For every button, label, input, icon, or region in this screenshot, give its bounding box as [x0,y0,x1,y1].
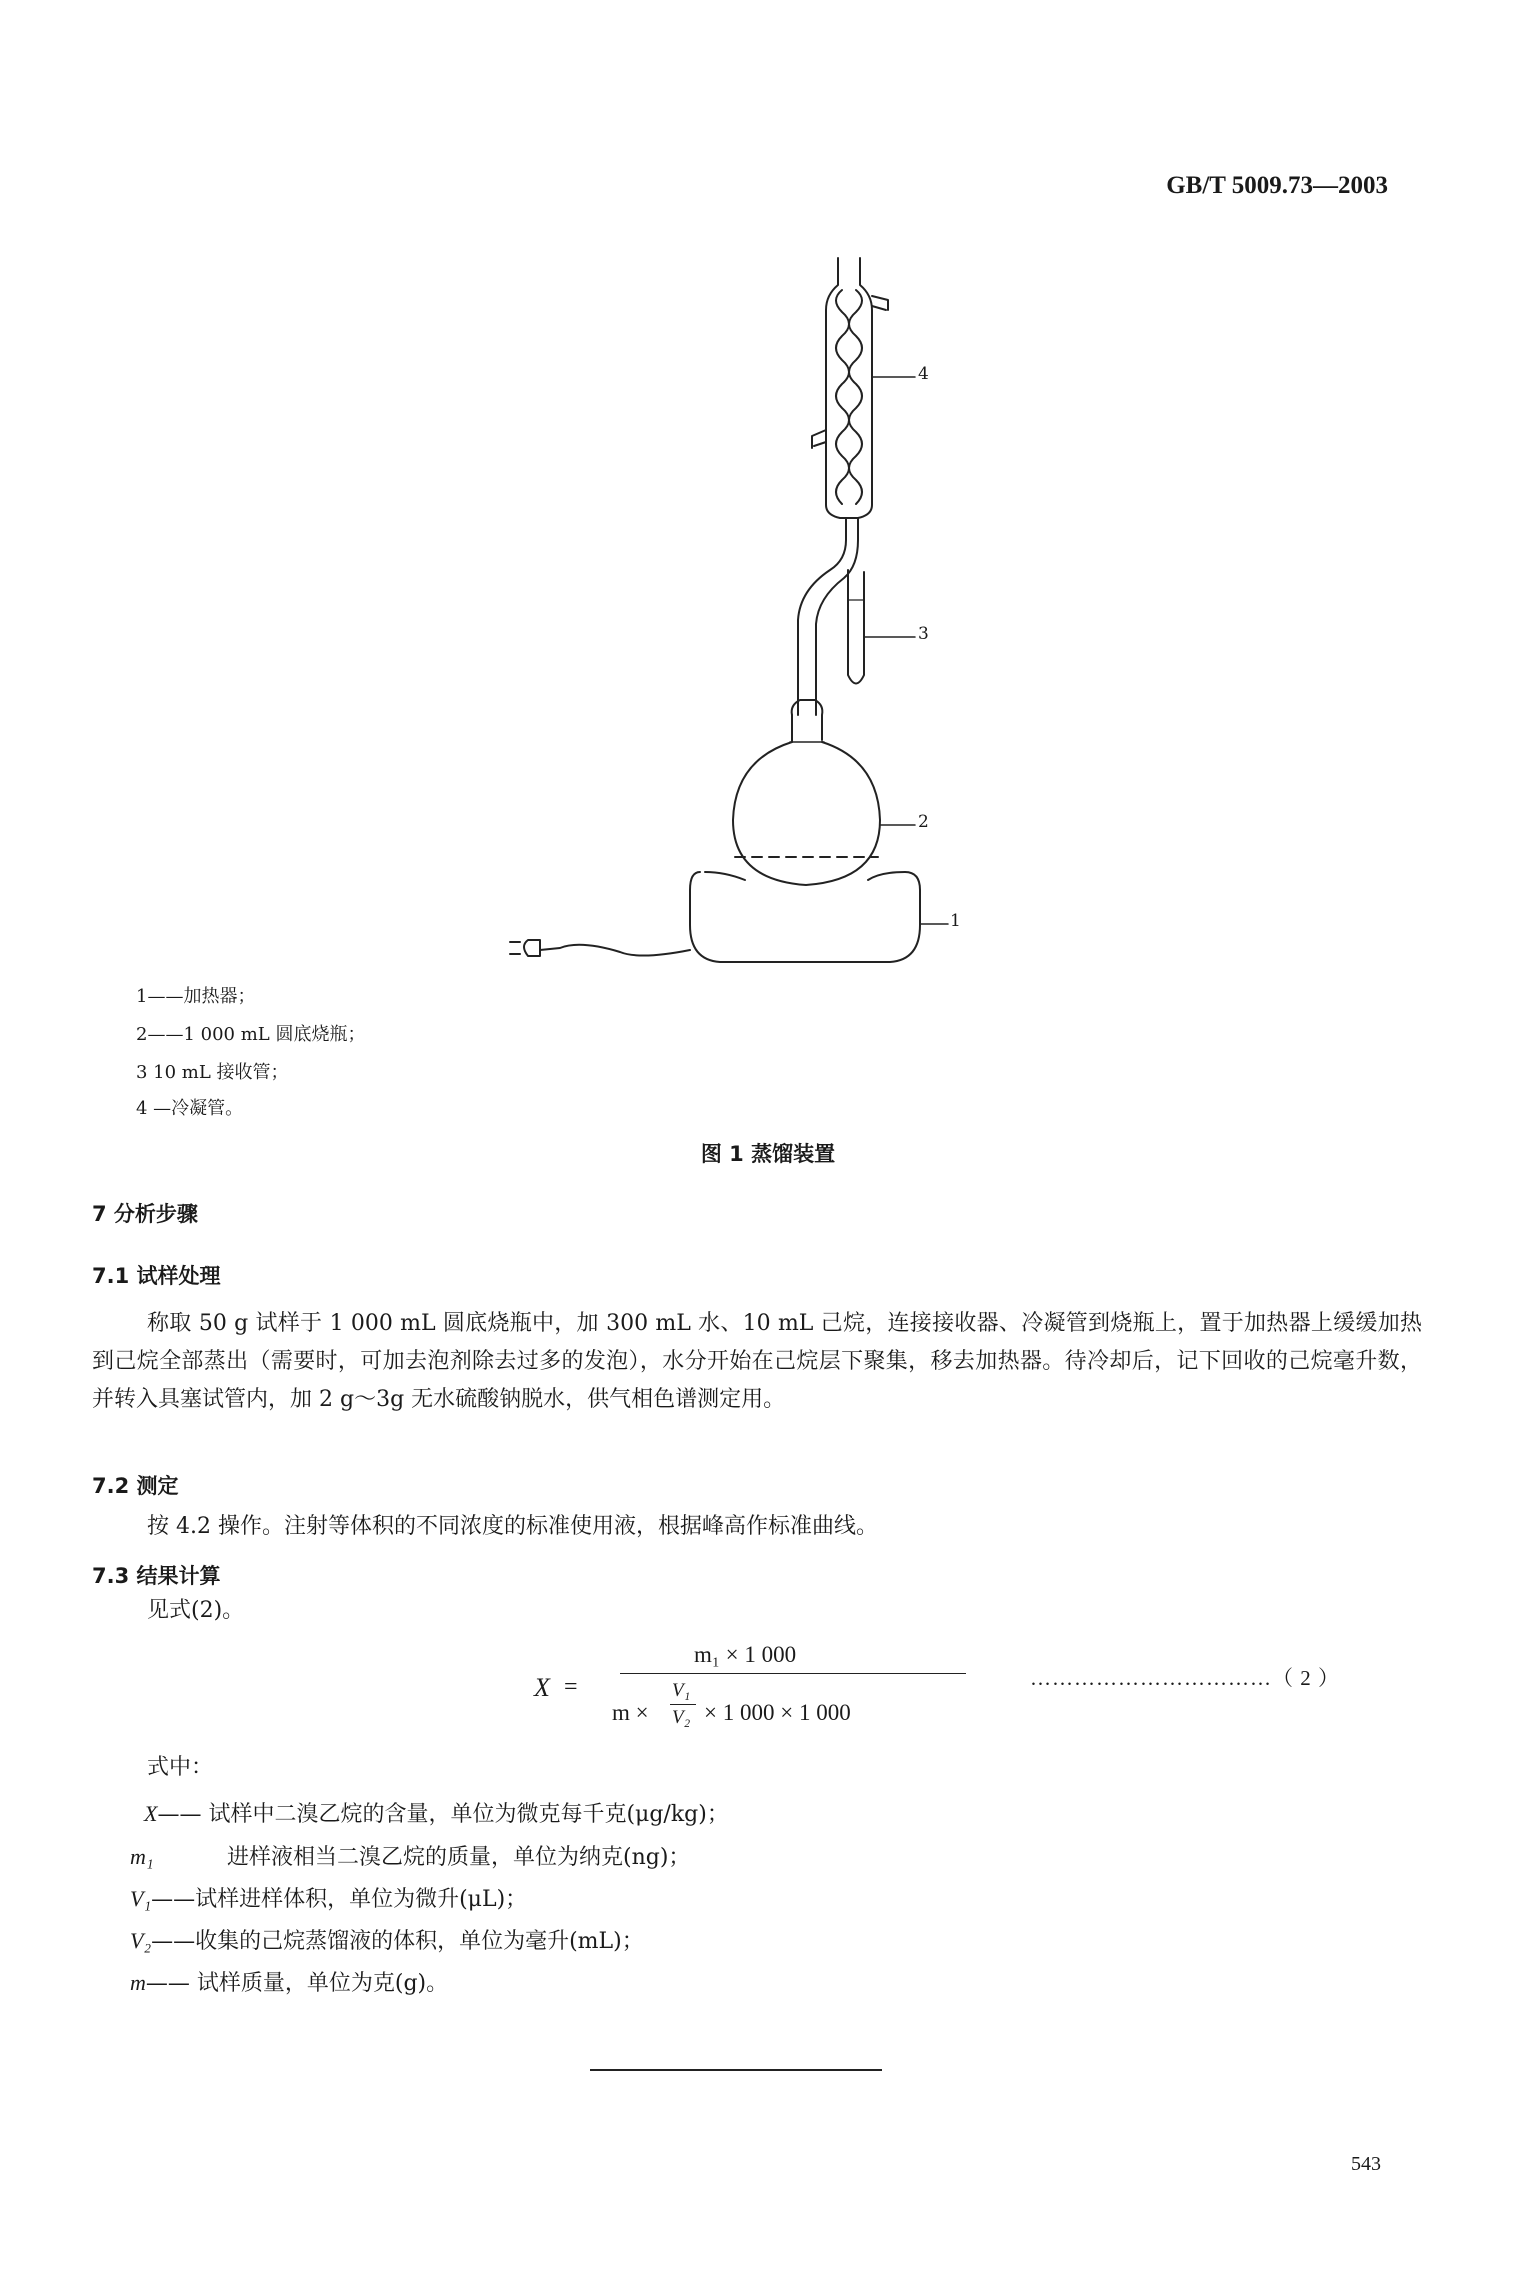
callout-2: 2 [918,812,929,832]
variable-symbol: m₁ [130,1844,154,1869]
variable-row [130,1888,527,1911]
connecting-tube-right [816,518,858,715]
figure-caption: 图 1 蒸馏装置 [700,1142,836,1166]
formula-denominator-suffix: × 1 000 × 1 000 [704,1700,851,1725]
formula-denominator-prefix: m × [612,1700,649,1725]
flask-body [733,742,880,885]
variable-symbol: X [144,1801,158,1826]
formula-numerator: m₁ × 1 000 [694,1642,797,1667]
section-7-1-paragraph: 称取 50 g 试样于 1 000 mL 圆底烧瓶中，加 300 mL 水、10 mL 己烷，连接接收器、冷凝管到烧瓶上，置于加热器上缓缓加热到己烷全部蒸出（需要时，可加去泡剂除去过多的发泡），水分开始在己烷层下聚集，移去加热器。待冷却后，记下回收的己烷毫升数，并转入具塞试管内，加 2 g～3g 无水硫酸钠脱水，供气相色谱测定用。 [92,1311,1422,1412]
variable-row [130,1972,448,1995]
legend-item-4: 4 —冷凝管。 [136,1098,244,1119]
variable-description: —— 试样质量，单位为克(g)。 [145,1971,449,1996]
formula-inner-numerator: V₁ [672,1680,691,1701]
condenser-upper-arm [872,296,888,310]
callout-4: 4 [918,364,929,384]
equation-tag: ……………………………（ 2 ） [1030,1666,1340,1690]
variable-description: ——试样进样体积，单位为微升(μL)； [151,1887,528,1912]
callout-1: 1 [950,911,961,931]
legend-item-2: 2——1 000 mL 圆底烧瓶； [136,1024,366,1045]
section-7-3-heading: 7.3 结果计算 [92,1564,221,1588]
formula-2 [534,1640,954,1730]
formula-equals: = [564,1674,578,1700]
variable-row [144,1803,729,1826]
formula-inner-bar [670,1704,696,1705]
receiver-tube [848,570,864,684]
variable-description: —— 试样中二溴乙烷的含量，单位为微克每千克(μg/kg)； [157,1802,729,1827]
condenser-coil-left [836,290,849,504]
variable-row [130,1930,644,1953]
section-7-2-heading: 7.2 测定 [92,1474,179,1498]
condenser-jacket [826,258,872,518]
section-7-2-paragraph: 按 4.2 操作。注射等体积的不同浓度的标准使用液，根据峰高作标准曲线。 [147,1514,878,1539]
standard-number: GB/T 5009.73—2003 [1166,172,1388,199]
callout-3: 3 [918,624,929,644]
condenser-coil-right [849,290,862,504]
distillation-apparatus-figure [0,0,1536,1000]
formula-lhs: X [534,1673,550,1702]
variable-symbol: m [130,1970,146,1995]
end-rule [590,2069,882,2071]
section-7-heading: 7 分析步骤 [92,1202,198,1226]
section-7-3-intro: 见式(2)。 [147,1598,245,1623]
where-label: 式中： [147,1755,214,1780]
page-number: 543 [1351,2153,1381,2175]
legend-item-1: 1——加热器； [136,986,256,1007]
section-7-1-heading: 7.1 试样处理 [92,1264,221,1288]
connecting-tube-left [798,518,846,715]
variable-description: ——收集的己烷蒸馏液的体积，单位为毫升(mL)； [151,1929,644,1954]
variable-symbol: V₁ [130,1886,152,1911]
legend-item-3: 3 10 mL 接收管； [136,1062,289,1083]
variable-row [130,1846,690,1869]
variable-description: 进样液相当二溴乙烷的质量，单位为纳克(ng)； [220,1845,691,1870]
power-plug [524,940,540,956]
formula-fraction-bar [620,1673,966,1674]
flask-neck-top [792,700,823,740]
variable-symbol: V₂ [130,1928,152,1953]
condenser-lower-arm [812,430,826,448]
formula-inner-denominator: V₂ [672,1707,691,1728]
power-cord [540,945,690,956]
